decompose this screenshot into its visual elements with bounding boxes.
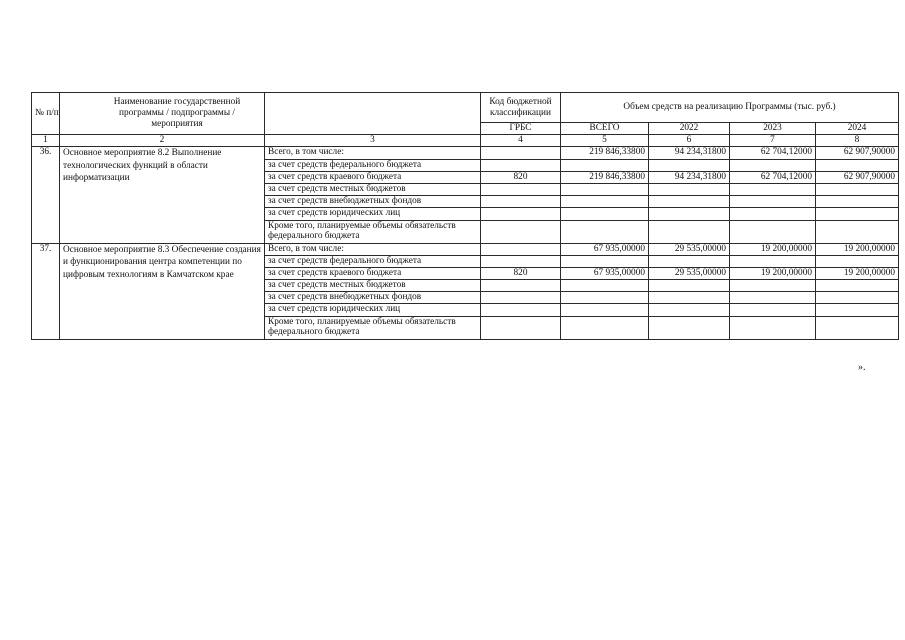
amount-2024: 19 200,00000 (816, 243, 899, 255)
grbs-code (481, 147, 561, 159)
grbs-code (481, 280, 561, 292)
amount-2022 (649, 304, 730, 316)
funding-source: Кроме того, планируемые объемы обязательств федерального бюджета (265, 316, 481, 339)
amount-total (561, 280, 649, 292)
amount-2024: 19 200,00000 (816, 267, 899, 279)
amount-total (561, 159, 649, 171)
grbs-code (481, 316, 561, 339)
amount-total (561, 183, 649, 195)
funding-source: за счет средств местных бюджетов (265, 183, 481, 195)
amount-total (561, 316, 649, 339)
amount-total (561, 208, 649, 220)
amount-2023: 19 200,00000 (730, 267, 816, 279)
funding-source: за счет средств местных бюджетов (265, 280, 481, 292)
amount-total: 67 935,00000 (561, 267, 649, 279)
amount-2022 (649, 196, 730, 208)
amount-total (561, 255, 649, 267)
amount-2023 (730, 292, 816, 304)
header-num: № п/п (32, 93, 60, 135)
amount-total: 219 846,33800 (561, 147, 649, 159)
funding-source: за счет средств краевого бюджета (265, 171, 481, 183)
amount-2023: 62 704,12000 (730, 171, 816, 183)
amount-2024 (816, 304, 899, 316)
amount-2024 (816, 196, 899, 208)
amount-2022: 29 535,00000 (649, 243, 730, 255)
grbs-code (481, 243, 561, 255)
grbs-code (481, 196, 561, 208)
funding-source: Кроме того, планируемые объемы обязательств федерального бюджета (265, 220, 481, 243)
amount-2024: 62 907,90000 (816, 171, 899, 183)
amount-2024 (816, 220, 899, 243)
amount-2023 (730, 304, 816, 316)
column-number: 3 (265, 135, 481, 147)
amount-2022 (649, 183, 730, 195)
amount-2022 (649, 255, 730, 267)
header-funding-group: Объем средств на реализацию Программы (тыс. руб.) (561, 93, 899, 123)
header-grbs: ГРБС (481, 123, 561, 135)
amount-2023: 62 704,12000 (730, 147, 816, 159)
amount-2024 (816, 292, 899, 304)
amount-2022 (649, 280, 730, 292)
funding-source: за счет средств юридических лиц (265, 208, 481, 220)
amount-2024 (816, 183, 899, 195)
header-source (265, 93, 481, 135)
amount-total (561, 196, 649, 208)
amount-2023 (730, 159, 816, 171)
header-year-2024: 2024 (816, 123, 899, 135)
funding-source: за счет средств внебюджетных фондов (265, 292, 481, 304)
header-name: Наименование государственной программы / подпрограммы / мероприятия (60, 93, 265, 135)
budget-table (31, 92, 899, 340)
grbs-code (481, 208, 561, 220)
header-year-2023: 2023 (730, 123, 816, 135)
amount-2022 (649, 208, 730, 220)
grbs-code (481, 304, 561, 316)
amount-2023 (730, 183, 816, 195)
column-number: 2 (60, 135, 265, 147)
grbs-code (481, 255, 561, 267)
column-number: 1 (32, 135, 60, 147)
column-number: 4 (481, 135, 561, 147)
closing-mark: ». (858, 362, 866, 373)
amount-total (561, 292, 649, 304)
amount-2023 (730, 255, 816, 267)
amount-2022 (649, 316, 730, 339)
amount-2023 (730, 280, 816, 292)
funding-source: Всего, в том числе: (265, 147, 481, 159)
amount-2024 (816, 159, 899, 171)
amount-total: 67 935,00000 (561, 243, 649, 255)
table-row (32, 243, 899, 255)
amount-2024: 62 907,90000 (816, 147, 899, 159)
amount-2023: 19 200,00000 (730, 243, 816, 255)
amount-2023 (730, 196, 816, 208)
amount-2023 (730, 208, 816, 220)
column-number: 8 (816, 135, 899, 147)
amount-2022 (649, 159, 730, 171)
header-row-top (32, 93, 899, 123)
grbs-code: 820 (481, 171, 561, 183)
funding-source: за счет средств федерального бюджета (265, 159, 481, 171)
funding-source: за счет средств внебюджетных фондов (265, 196, 481, 208)
amount-2024 (816, 280, 899, 292)
grbs-code (481, 159, 561, 171)
funding-source: за счет средств краевого бюджета (265, 267, 481, 279)
amount-2022 (649, 220, 730, 243)
amount-total: 219 846,33800 (561, 171, 649, 183)
amount-total (561, 220, 649, 243)
amount-2024 (816, 208, 899, 220)
amount-2024 (816, 316, 899, 339)
column-number-row (32, 135, 899, 147)
amount-2022: 29 535,00000 (649, 267, 730, 279)
column-number: 5 (561, 135, 649, 147)
grbs-code (481, 292, 561, 304)
funding-source: за счет средств юридических лиц (265, 304, 481, 316)
amount-2022: 94 234,31800 (649, 171, 730, 183)
amount-total (561, 304, 649, 316)
amount-2022 (649, 292, 730, 304)
grbs-code (481, 183, 561, 195)
column-number: 6 (649, 135, 730, 147)
measure-name: Основное мероприятие 8.2 Выполнение технологических функций в области информатизации (60, 147, 265, 243)
header-total: ВСЕГО (561, 123, 649, 135)
column-number: 7 (730, 135, 816, 147)
header-code-group: Код бюджетной классификации (481, 93, 561, 123)
table-row (32, 147, 899, 159)
amount-2022: 94 234,31800 (649, 147, 730, 159)
row-number: 36. (32, 147, 60, 243)
grbs-code: 820 (481, 267, 561, 279)
amount-2023 (730, 316, 816, 339)
amount-2023 (730, 220, 816, 243)
funding-source: Всего, в том числе: (265, 243, 481, 255)
measure-name: Основное мероприятие 8.3 Обеспечение создания и функционирования центра компетенции по цифровым технологиям в Камчатском крае (60, 243, 265, 339)
funding-source: за счет средств федерального бюджета (265, 255, 481, 267)
header-year-2022: 2022 (649, 123, 730, 135)
row-number: 37. (32, 243, 60, 339)
grbs-code (481, 220, 561, 243)
amount-2024 (816, 255, 899, 267)
